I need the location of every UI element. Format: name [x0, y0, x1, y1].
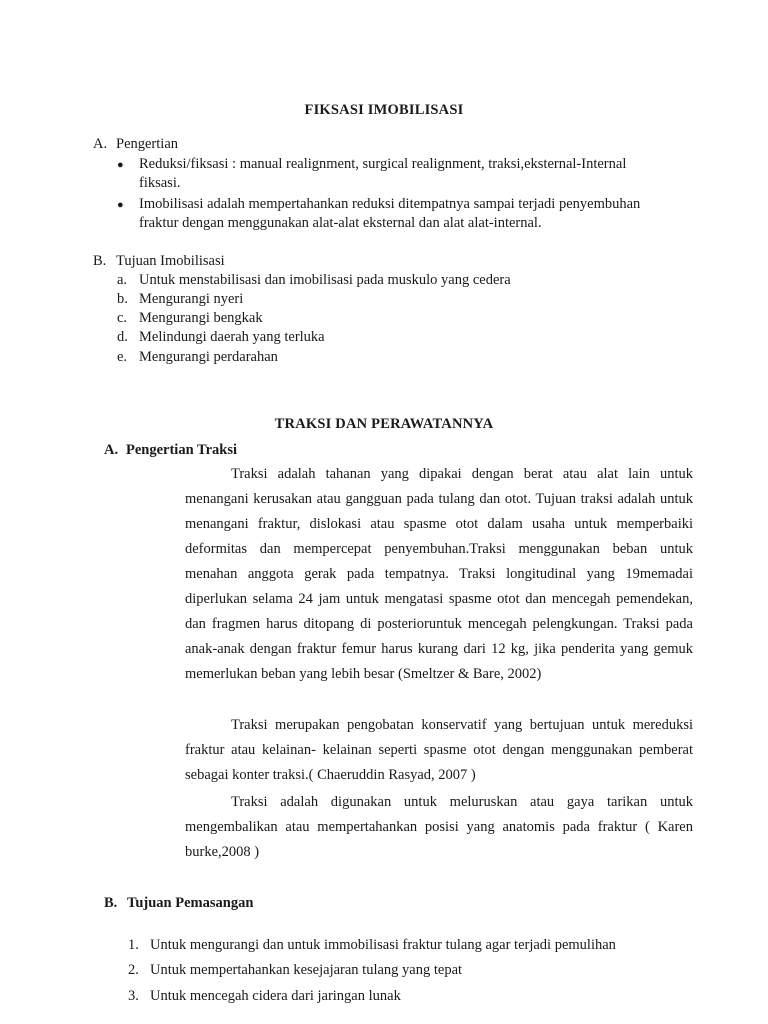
- list-item-marker: 2.: [128, 962, 139, 978]
- section-b-marker: B.: [93, 253, 107, 269]
- list-item: Mengurangi nyeri: [139, 291, 244, 307]
- list-item: Mengurangi perdarahan: [139, 349, 278, 365]
- document-title-fiksasi: FIKSASI IMOBILISASI: [304, 102, 464, 118]
- list-item-marker: e.: [117, 349, 128, 365]
- section-a-marker: A.: [93, 136, 108, 152]
- traksi-a-heading: Pengertian Traksi: [126, 442, 238, 458]
- list-item: Mengurangi bengkak: [139, 310, 263, 326]
- list-item-marker: 3.: [128, 988, 139, 1004]
- traksi-a-marker: A.: [104, 442, 119, 458]
- bullet-line: fraktur dengan menggunakan alat-alat eksternal dan alat alat-internal.: [139, 215, 542, 231]
- bullet-line: Imobilisasi adalah mempertahankan reduksi ditempatnya sampai terjadi penyembuhan: [139, 196, 641, 212]
- traksi-b-marker: B.: [104, 895, 118, 911]
- bullet-line: fiksasi.: [139, 175, 181, 191]
- bullet-icon: ●: [117, 159, 124, 171]
- list-item: Untuk menstabilisasi dan imobilisasi pada muskulo yang cedera: [139, 272, 511, 288]
- traksi-b-heading: Tujuan Pemasangan: [127, 895, 254, 911]
- section-a-heading: Pengertian: [116, 136, 179, 152]
- paragraph: Traksi merupakan pengobatan konservatif yang bertujuan untuk mereduksi fraktur atau kelainan- kelainan seperti spasme otot dengan menggunakan pemberat sebagai konter traksi.( Chaeruddin Rasyad, 2007 ): [185, 717, 693, 783]
- list-item: Untuk mencegah cidera dari jaringan lunak: [150, 988, 401, 1004]
- bullet-icon: ●: [117, 199, 124, 211]
- list-item-marker: d.: [117, 329, 128, 345]
- list-item-marker: c.: [117, 310, 128, 326]
- document-title-traksi: TRAKSI DAN PERAWATANNYA: [274, 416, 494, 432]
- list-item-marker: 1.: [128, 937, 139, 953]
- paragraph: Traksi adalah tahanan yang dipakai dengan berat atau alat lain untuk menangani kerusakan atau gangguan pada tulang dan otot. Tujuan traksi adalah untuk menangani fraktur, dislokasi atau spasme otot dalam usaha untuk memperbaiki deformitas dan mempercepat penyembuhan.Traksi menggunakan beban untuk menahan anggota gerak pada tempatnya. Traksi longitudinal yang 19memadai diperlukan selama 24 jam untuk mengatasi spasme otot dan mencegah pemendekan, dan fragmen harus ditopang di posterioruntuk mencegah pelengkungan. Traksi pada anak-anak dengan fraktur femur harus kurang dari 12 kg, jika penderita yang gemuk memerlukan beban yang lebih besar (Smeltzer & Bare, 2002): [185, 466, 693, 682]
- list-item-marker: a.: [117, 272, 128, 288]
- list-item-marker: b.: [117, 291, 128, 307]
- list-item: Melindungi daerah yang terluka: [139, 329, 325, 345]
- paragraph: Traksi adalah digunakan untuk meluruskan atau gaya tarikan untuk mengembalikan atau mempertahankan posisi yang anatomis pada fraktur ( Karen burke,2008 ): [185, 794, 693, 860]
- bullet-line: Reduksi/fiksasi : manual realignment, surgical realignment, traksi,eksternal-Internal: [139, 156, 627, 172]
- section-b-heading: Tujuan Imobilisasi: [116, 253, 225, 269]
- list-item: Untuk mempertahankan kesejajaran tulang yang tepat: [150, 962, 463, 978]
- list-item: Untuk mengurangi dan untuk immobilisasi fraktur tulang agar terjadi pemulihan: [150, 937, 616, 953]
